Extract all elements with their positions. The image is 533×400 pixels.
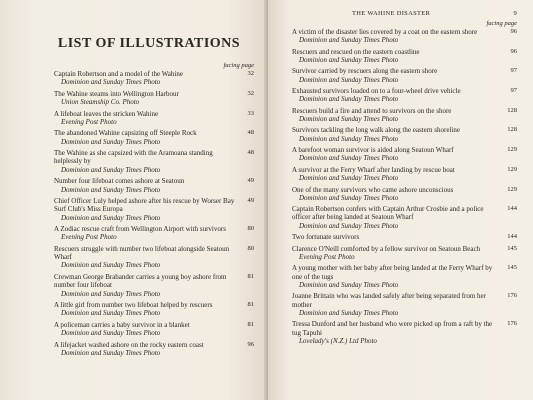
illustration-caption: Chief Officer Luly helped ashore after his rescue by Worser Bay Surf Club's Miss Europa: [54, 196, 235, 214]
facing-page-number: 97: [510, 87, 517, 95]
illustration-caption: Survivor carried by rescuers along the eastern shore: [292, 67, 438, 76]
page-title: LIST OF ILLUSTRATIONS: [57, 36, 241, 51]
illustration-caption: A lifeboat leaves the stricken Wahine: [54, 109, 159, 118]
right-page: [268, 0, 533, 400]
facing-page-number: 145: [507, 244, 517, 252]
photo-credit: Dominion and Sunday Times Photo: [61, 348, 161, 357]
photo-credit: Dominion and Sunday Times Photo: [61, 329, 161, 338]
photo-credit: Dominion and Sunday Times Photo: [299, 115, 399, 124]
list-item: [54, 197, 254, 222]
illustration-caption: The abandoned Wahine capsizing off Steeple Rock: [54, 129, 197, 138]
illustration-list-left: [54, 70, 254, 357]
facing-page-number: 48: [247, 129, 254, 137]
facing-page-number: 176: [507, 320, 517, 328]
photo-credit: Dominion and Sunday Times Photo: [61, 137, 161, 146]
illustration-caption: A survivor at the Ferry Wharf after landing by rescue boat: [292, 165, 455, 174]
list-item: [292, 264, 517, 289]
photo-credit: Lovelady's (N.Z.) Ltd Photo: [299, 336, 377, 345]
photo-credit: Evening Post Photo: [61, 233, 117, 242]
facing-page-number: 176: [507, 292, 517, 300]
photo-credit: Dominion and Sunday Times Photo: [299, 134, 399, 143]
illustration-caption: A lifejacket washed ashore on the rocky eastern coast: [54, 340, 204, 349]
photo-credit: Dominion and Sunday Times Photo: [61, 78, 161, 87]
facing-page-number: 32: [247, 70, 254, 77]
illustration-caption: Exhausted survivors loaded on to a four-wheel drive vehicle: [292, 87, 461, 96]
photo-credit: Evening Post Photo: [61, 117, 117, 126]
illustration-caption: A little girl from number two lifeboat helped by rescuers: [54, 301, 213, 309]
list-item: [292, 146, 517, 163]
page-number: 9: [513, 10, 517, 17]
facing-page-number: 144: [507, 205, 517, 213]
list-item: [292, 186, 517, 203]
facing-page-number: 48: [247, 149, 254, 157]
illustration-caption: A Zodiac rescue craft from Wellington Airport with survivors: [54, 225, 226, 234]
illustration-caption: Rescuers build a fire and attend to survivors on the shore: [292, 106, 452, 115]
photo-credit: Dominion and Sunday Times Photo: [61, 289, 161, 298]
photo-credit: Dominion and Sunday Times Photo: [61, 309, 161, 318]
illustration-caption: One of the many survivors who came ashore unconscious: [292, 185, 454, 194]
photo-credit: Dominion and Sunday Times Photo: [299, 75, 399, 84]
facing-page-label: facing page: [223, 62, 254, 69]
illustration-caption: Captain Robertson and a model of the Wahine: [54, 70, 183, 78]
facing-page-number: 128: [507, 106, 517, 114]
illustration-caption: Two fortunate survivors: [292, 233, 360, 242]
illustration-caption: A policeman carries a baby survivor in a blanket: [54, 320, 190, 329]
list-item: [54, 177, 254, 194]
facing-page-label: facing page: [486, 20, 517, 27]
list-item: [54, 321, 254, 338]
illustration-caption: Captain Robertson confers with Captain Arthur Crosbie and a police officer after being landed at Seatoun Wharf: [292, 205, 484, 222]
facing-page-number: 32: [247, 89, 254, 97]
illustration-caption: Clarence O'Neill comforted by a fellow survivor on Seatoun Beach: [292, 244, 481, 253]
facing-page-number: 96: [510, 47, 517, 55]
running-head: [292, 10, 517, 20]
facing-page-number: 96: [510, 28, 517, 35]
list-item: [54, 225, 254, 242]
facing-page-number: 81: [247, 272, 254, 280]
list-item: [54, 341, 254, 358]
list-item: [292, 87, 517, 104]
list-item: [292, 126, 517, 143]
list-item: [292, 320, 517, 345]
facing-page-number: 49: [247, 177, 254, 185]
facing-page-number: 33: [247, 109, 254, 117]
illustration-caption: Tressa Dunford and her husband who were picked up from a raft by the tug Tapuhi: [292, 320, 493, 337]
illustration-caption: A victim of the disaster lies covered by a coat on the eastern shore: [292, 28, 478, 36]
list-item: [54, 110, 254, 127]
illustration-caption: Rescuers struggle with number two lifeboat alongside Seatoun Wharf: [54, 244, 230, 262]
list-item: [292, 107, 517, 124]
list-item: [54, 301, 254, 318]
facing-page-number: 49: [247, 196, 254, 204]
list-item: [292, 166, 517, 183]
facing-page-number: 81: [247, 320, 254, 328]
list-item: [54, 70, 254, 87]
photo-credit: Dominion and Sunday Times Photo: [299, 36, 399, 45]
list-item: [292, 48, 517, 65]
photo-credit: Evening Post Photo: [299, 252, 355, 261]
list-item: [54, 129, 254, 146]
photo-credit: Dominion and Sunday Times Photo: [299, 193, 399, 202]
facing-page-number: 81: [247, 301, 254, 308]
illustration-caption: Crewman George Brabander carries a young boy ashore from number four lifeboat: [54, 272, 227, 290]
facing-page-number: 96: [247, 340, 254, 348]
illustration-caption: The Wahine as she capsized with the Aramoana standing helplessly by: [54, 149, 213, 166]
facing-page-number: 129: [507, 185, 517, 193]
illustration-caption: The Wahine steams into Wellington Harbour: [54, 89, 179, 98]
photo-credit: Dominion and Sunday Times Photo: [61, 165, 161, 174]
illustration-caption: Rescuers and rescued on the eastern coastline: [292, 47, 420, 56]
facing-page-number: 129: [507, 165, 517, 173]
list-item: [54, 149, 254, 174]
list-item: [292, 245, 517, 262]
photo-credit: Dominion and Sunday Times Photo: [61, 261, 161, 270]
illustration-caption: Joanne Brittain who was landed safely after being separated from her mother: [292, 292, 486, 309]
photo-credit: Dominion and Sunday Times Photo: [299, 280, 399, 289]
list-item: [292, 67, 517, 84]
list-item: [292, 233, 517, 241]
illustration-caption: Number four lifeboat comes ashore at Seatoun: [54, 177, 185, 186]
facing-page-number: 80: [247, 225, 254, 233]
facing-page-number: 80: [247, 244, 254, 252]
facing-page-number: 145: [507, 264, 517, 272]
illustration-caption: Survivors tackling the long walk along the eastern shoreline: [292, 126, 460, 135]
list-item: [54, 90, 254, 107]
list-item: [292, 28, 517, 45]
photo-credit: Dominion and Sunday Times Photo: [299, 55, 399, 64]
photo-credit: Dominion and Sunday Times Photo: [299, 95, 399, 104]
facing-page-number: 144: [507, 233, 517, 241]
facing-page-number: 129: [507, 146, 517, 154]
running-head-title: THE WAHINE DISASTER: [352, 10, 431, 17]
photo-credit: Dominion and Sunday Times Photo: [61, 185, 161, 194]
photo-credit: Dominion and Sunday Times Photo: [299, 154, 399, 163]
list-item: [54, 245, 254, 270]
list-item: [54, 273, 254, 298]
list-item: [292, 205, 517, 230]
illustration-caption: A young mother with her baby after being landed at the Ferry Wharf by one of the tugs: [292, 264, 493, 281]
photo-credit: Dominion and Sunday Times Photo: [299, 221, 399, 230]
photo-credit: Dominion and Sunday Times Photo: [299, 174, 399, 183]
photo-credit: Dominion and Sunday Times Photo: [299, 308, 399, 317]
list-item: [292, 292, 517, 317]
photo-credit: Dominion and Sunday Times Photo: [61, 213, 161, 222]
photo-credit: Union Steamship Co. Photo: [61, 98, 140, 107]
facing-page-number: 128: [507, 126, 517, 134]
illustration-list-right: [292, 28, 517, 345]
facing-page-number: 97: [510, 67, 517, 75]
illustration-caption: A barefoot woman survivor is aided along Seatoun Wharf: [292, 146, 454, 155]
